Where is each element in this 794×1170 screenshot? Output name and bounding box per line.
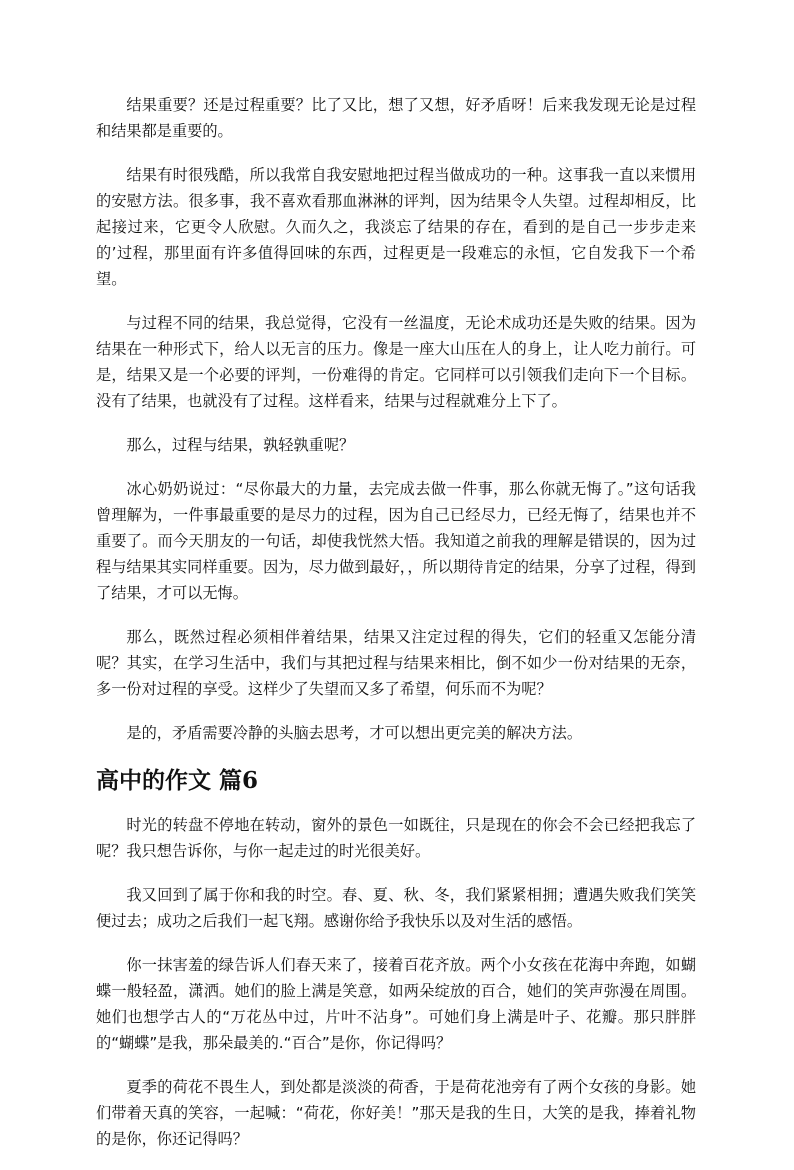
document-page (96, 92, 696, 1170)
paragraph: 夏季的荷花不畏生人，到处都是淡淡的荷香，于是荷花池旁有了两个女孩的身影。她们带着天真的笑容，一起喊：“荷花，你好美！”那天是我的生日，大笑的是我，捧着礼物的是你，你还记得吗？ (96, 1078, 696, 1148)
paragraph: 那么，过程与结果，孰轻孰重呢？ (126, 436, 355, 454)
paragraph: 我又回到了属于你和我的时空。春、夏、秋、冬，我们紧紧相拥；遭遇失败我们笑笑便过去；成功之后我们一起飞翔。感谢你给予我快乐以及对生活的感悟。 (96, 886, 696, 930)
paragraph: 那么，既然过程必须相伴着结果，结果又注定过程的得失，它们的轻重又怎能分清呢？其实，在学习生活中，我们与其把过程与结果来相比，倒不如少一份对结果的无奈，多一份对过程的享受。这样少了失望而又多了希望，何乐而不为呢？ (96, 628, 696, 698)
paragraph: 你一抹害羞的绿告诉人们春天来了，接着百花齐放。两个小女孩在花海中奔跑，如蝴蝶一般轻盈，潇洒。她们的脸上满是笑意，如两朵绽放的百合，她们的笑声弥漫在周围。她们也想学古人的“万花丛中过，片叶不沾身”。可她们身上满是叶子、花瓣。那只胖胖的“蝴蝶”是我，那朵最美的.“百合”是你，你记得吗？ (96, 956, 696, 1052)
paragraph: 时光的转盘不停地在转动，窗外的景色一如既往，只是现在的你会不会已经把我忘了呢？我只想告诉你，与你一起走过的时光很美好。 (96, 816, 696, 860)
paragraph: 结果有时很残酷，所以我常自我安慰地把过程当做成功的一种。这事我一直以来惯用的安慰方法。很多事，我不喜欢看那血淋淋的评判，因为结果令人失望。过程却相反，比起接过来，它更令人欣慰。久而久之，我淡忘了结果的存在，看到的是自己一步步走来的’过程，那里面有许多值得回味的东西，过程更是一段难忘的永恒，它自发我下一个希望。 (96, 166, 696, 288)
paragraph: 与过程不同的结果，我总觉得，它没有一丝温度，无论术成功还是失败的结果。因为结果在一种形式下，给人以无言的压力。像是一座大山压在人的身上，让人吃力前行。可是，结果又是一个必要的评判，一份难得的肯定。它同样可以引领我们走向下一个目标。没有了结果，也就没有了过程。这样看来，结果与过程就难分上下了。 (96, 314, 696, 410)
section-heading: 高中的作文 篇6 (96, 767, 259, 794)
paragraph: 结果重要？还是过程重要？比了又比，想了又想，好矛盾呀！后来我发现无论是过程和结果都是重要的。 (96, 96, 696, 140)
paragraph: 是的，矛盾需要冷静的头脑去思考，才可以想出更完美的解决方法。 (126, 724, 583, 742)
paragraph: 冰心奶奶说过：“尽你最大的力量，去完成去做一件事，那么你就无悔了。”这句话我曾理解为，一件事最重要的是尽力的过程，因为自己已经尽力，已经无悔了，结果也并不重要了。而今天朋友的一句话，却使我恍然大悟。我知道之前我的理解是错误的，因为过程与结果其实同样重要。因为，尽力做到最好，，所以期待肯定的结果，分享了过程，得到了结果，才可以无悔。 (96, 480, 696, 602)
